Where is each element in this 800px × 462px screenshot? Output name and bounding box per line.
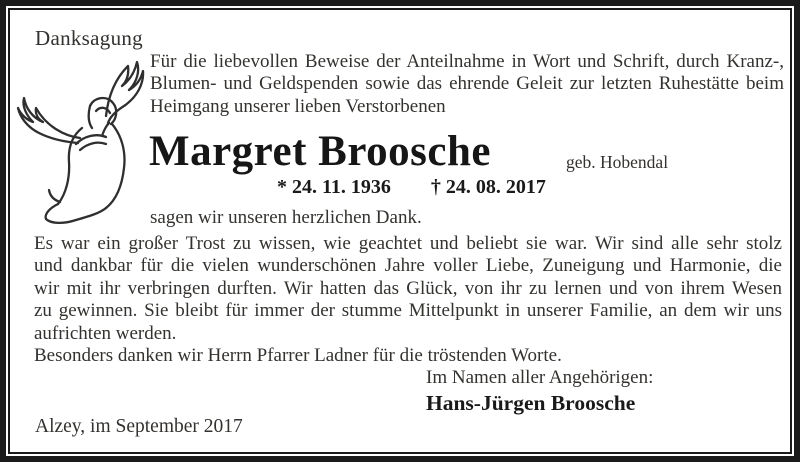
deceased-name: Margret Broosche (149, 128, 491, 175)
body-paragraph (34, 233, 782, 367)
place-and-date: Alzey, im September 2017 (35, 416, 243, 437)
notice-header: Danksagung (35, 26, 143, 50)
pastor-thanks-line: Besonders danken wir Herrn Pfarrer Ladner für die tröstenden Worte. (34, 345, 562, 367)
body-line: Es war ein großer Trost zu wissen, wie geachtet und beliebt sie war. Wir sind alle sehr stolz (34, 233, 782, 254)
body-line: zu gewinnen. Sie bleibt für immer der stumme Mittelpunkt in unserer Familie, an dem wir uns (34, 300, 782, 322)
body-line: wir mit ihr verbringen durften. Wir hatten das Glück, von ihr zu lernen und von ihrem Wesen (34, 277, 782, 299)
intro-line: Heimgang unserer lieben Verstorbenen (150, 95, 446, 117)
maiden-name: geb. Hobendal (566, 152, 669, 172)
intro-paragraph (150, 51, 784, 118)
death-date: † 24. 08. 2017 (430, 176, 546, 198)
intro-line: Für die liebevollen Beweise der Anteilnahme in Wort und Schrift, durch Kranz-, (150, 51, 784, 72)
body-line: und dankbar für die vielen wunderschönen Jahre voller Liebe, Zuneigung und Harmonie, die (34, 255, 782, 277)
signatory-name: Hans-Jürgen Broosche (426, 391, 636, 415)
birth-date: * 24. 11. 1936 (277, 176, 391, 198)
praying-angel-icon (16, 56, 156, 226)
life-dates (277, 176, 546, 199)
body-line: aufrichten werden. (34, 322, 177, 344)
on-behalf-line: Im Namen aller Angehörigen: (426, 367, 654, 388)
intro-line: Blumen- und Geldspenden sowie das ehrende Geleit zur letzten Ruhestätte beim (150, 73, 784, 95)
thanks-line: sagen wir unseren herzlichen Dank. (150, 207, 422, 228)
